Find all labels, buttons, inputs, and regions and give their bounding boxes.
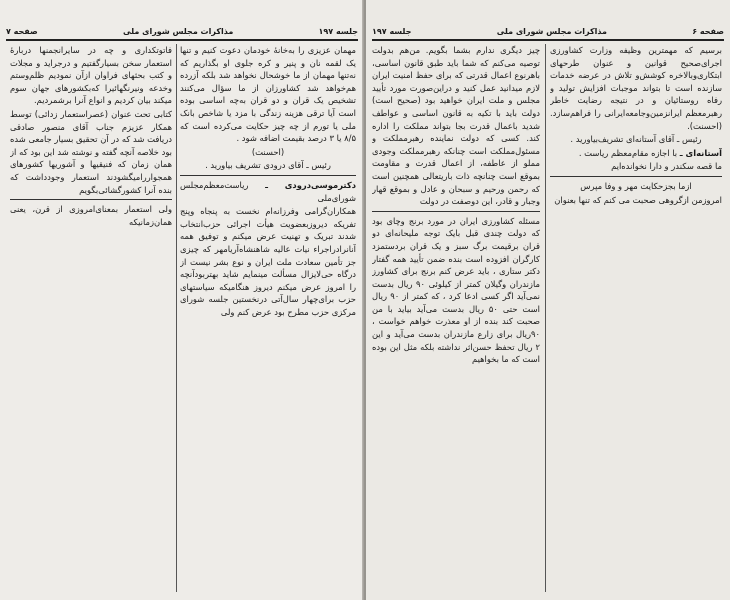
session-number: جلسه ۱۹۷ [318,26,358,36]
header-rule [372,39,724,41]
publication-title: مذاکرات مجلس شورای ملی [496,26,607,36]
page-header [6,24,358,38]
page-number: صفحه ۷ [6,26,38,36]
column-divider [176,44,177,592]
header-rule [6,39,358,41]
poem-line: ازما بجزحکایت مهر و وفا مپرس [580,180,692,191]
poem-line: ما قصه سکندر و دارا نخوانده‌ایم [611,161,722,172]
right-page [366,0,730,600]
session-number: جلسه ۱۹۷ [372,26,412,36]
column-left [10,44,172,590]
paragraph: مهمان عزیزی را به‌خانهٔ خودمان دعوت کنیم و تنها یک لقمه نان و پنیر و کره جلوی او بگذاریم که نه‌تنها مهمان از ما خوشحال نخواهد شد بلکه آزرده هم‌خواهد شد کشاورزان از ما سؤال می‌کنند تشخیص یک قران و دو قران به‌چه اساسی بوده است آیا ترقی هزینه زندگی با مزد یا شاخص بانک ملی یا تورم از چه چیز حکایت می‌کرده است که ۸/۵ یا ۳ درصد بقیمت اضافه شود . [180,45,356,144]
column-left [372,44,540,590]
speaker-name: دکترموسی‌درودی ـ [265,179,356,190]
publication-title: مذاکرات مجلس شورای ملی [123,26,234,36]
left-page [0,0,364,600]
paragraph: (احسنت) [251,146,285,157]
paragraph: ولی استعمار بمعنای‌امروزی از قرن، یعنی همان‌زمانیکه [10,204,172,227]
page-number: صفحه ۶ [692,26,724,36]
divider [180,175,356,176]
paragraph: مسئله کشاورزی ایران در مورد برنج وچای بود که دولت چندی قبل بایک توجه ملیحانه‌ای دو قران برقیمت برگ سبز و یک قران بردستمزد کارگران افزوده است بنده ضمن تأیید همه گفتار دکتر ستاری ، باید عرض کنم برنج برای کشاورز مازندران وگیلان کمتر از کیلوئی ۹۰ ریال بدست نمی‌آید اگر کسی ادعا کرد ، که کمتر از ۹۰ ریال است حتی ۵۰ ریال بدست می‌آید بیاید با من صحبت کند بنده از او معذرت خواهم خواست ، ۹۰ریال برای زارع مازندران بدست می‌آید و این ۲ ریال تحفظ حسن‌اثر نداشته بلکه مثل این بوده است که ما بخواهیم [372,215,540,365]
paragraph: فاتوتکداری و چه در سایرانجمنها دربارهٔ استعمار سخن بسیارگفتیم و درجراید و مجلات و کتب بحثهای فراوان ازآن نمودیم ظلم‌وستم وخدعه ونیرنگهائیرا که‌بکشورهای جهان سوم میکند بیان کردیم و انواع آنرا برشمردیم. [10,45,172,106]
speaker-paragraph [550,147,722,160]
paragraph: امروزمن ازگروهی صحبت می کنم که تنها بعنوان [554,194,722,205]
divider [10,199,172,200]
divider [372,211,540,212]
speaker-name: آستانه‌ای ـ [679,147,722,158]
column-divider [545,44,546,592]
speaker-text: ریاست‌معظم‌مجلس شورای‌ملی [180,179,356,203]
divider [550,176,722,177]
column-right [180,44,356,590]
speaker-line: رئیس ـ آقای درودی تشریف بیاورید . [205,160,331,171]
page-header [372,24,724,38]
column-right [550,44,722,590]
speaker-line: رئیس ـ آقای آستانه‌ای تشریف‌بیاورید . [570,134,702,145]
paragraph: همکاران‌گرامی وفرزانه‌ام نخست به پنجاه وپنج تفریکه دیروزبعضویت هیأت اجرائی حزب‌انتخاب شدند تبریک و تهنیت عرض میکنم و توفیق همه آنانرادراجراء نیات عالیه شاهنشاه‌آریامهر که چیزی جز تأمین سعادت ملت ایران و نوع بشر نیست از درگاه حی‌لایزال مسألت مینمایم شاید بهتربودآنچه را امروز عرض میکنم دیروز هنگامیکه سیاستهای حزب برای‌چهار سال‌آتی درنخستین جلسه شورای مرکزی حزب مطرح بود عرض کنم ولی [180,206,356,317]
speaker-text: با اجازه مقام‌معظم ریاست . [578,147,678,158]
paragraph: برسیم که مهمترین وظیفه وزارت کشاورزی اجرای‌صحیح قوانین و عنوان طرحهای ابتکاری‌وبالاخره کوشش‌و تلاش در عرضه خدمات سازنده است تا بتواند موجبات افزایش تولید و رفاه روستائیان و در نتیجه رضایت خاطر رهبرمعظم ایرانزمین‌وجامعه‌ایرانی را فراهم‌سازد.(احسنت). [550,45,722,131]
paragraph: چیز دیگری ندارم بشما بگویم. من‌هم بدولت توصیه می‌کنم که شما باید طبق قانون اساسی، باهرنوع اعمال قدرتی که برای حفظ امنیت ایران لازم میدانید عمل کنید و دراین‌صورت مورد تأیید مجلس و ملت ایران خواهید بود (صحیح است) دولت باید با تکیه به قانون اساسی و عواطف شدید باعمال قدرت بجا بتواند مملکت را اداره کند. کسی که دولت نماینده رهبرمملکت و مسئول‌مملکت است چنانکه رهبرمملکت وجودی مملو از عاطفه، از اعمال قدرت و مقاومت بموقع است چنانچه ذات باریتعالی همچنین است که رحمن ورحیم و سبحان و عادل و بموقع قهار وجبار و قادر، این دوصفت در دولت [372,45,540,207]
speaker-paragraph [180,179,356,204]
paragraph: کتابی تحت عنوان (عصراستعمار زدائی) توسط همکار عزیزم جناب آقای منصور صادقی دریافت شد که در آن تحقیق بسیار جامعی شده بود خلاصه آنچه گفته و نوشته شد این بود که از همان زمان که فنیقیها و آشوریها کشورهای همجواررامیگشودند استعمار وجودداشت که بنده آنرا کشورگشائی‌بگویم [10,108,172,195]
